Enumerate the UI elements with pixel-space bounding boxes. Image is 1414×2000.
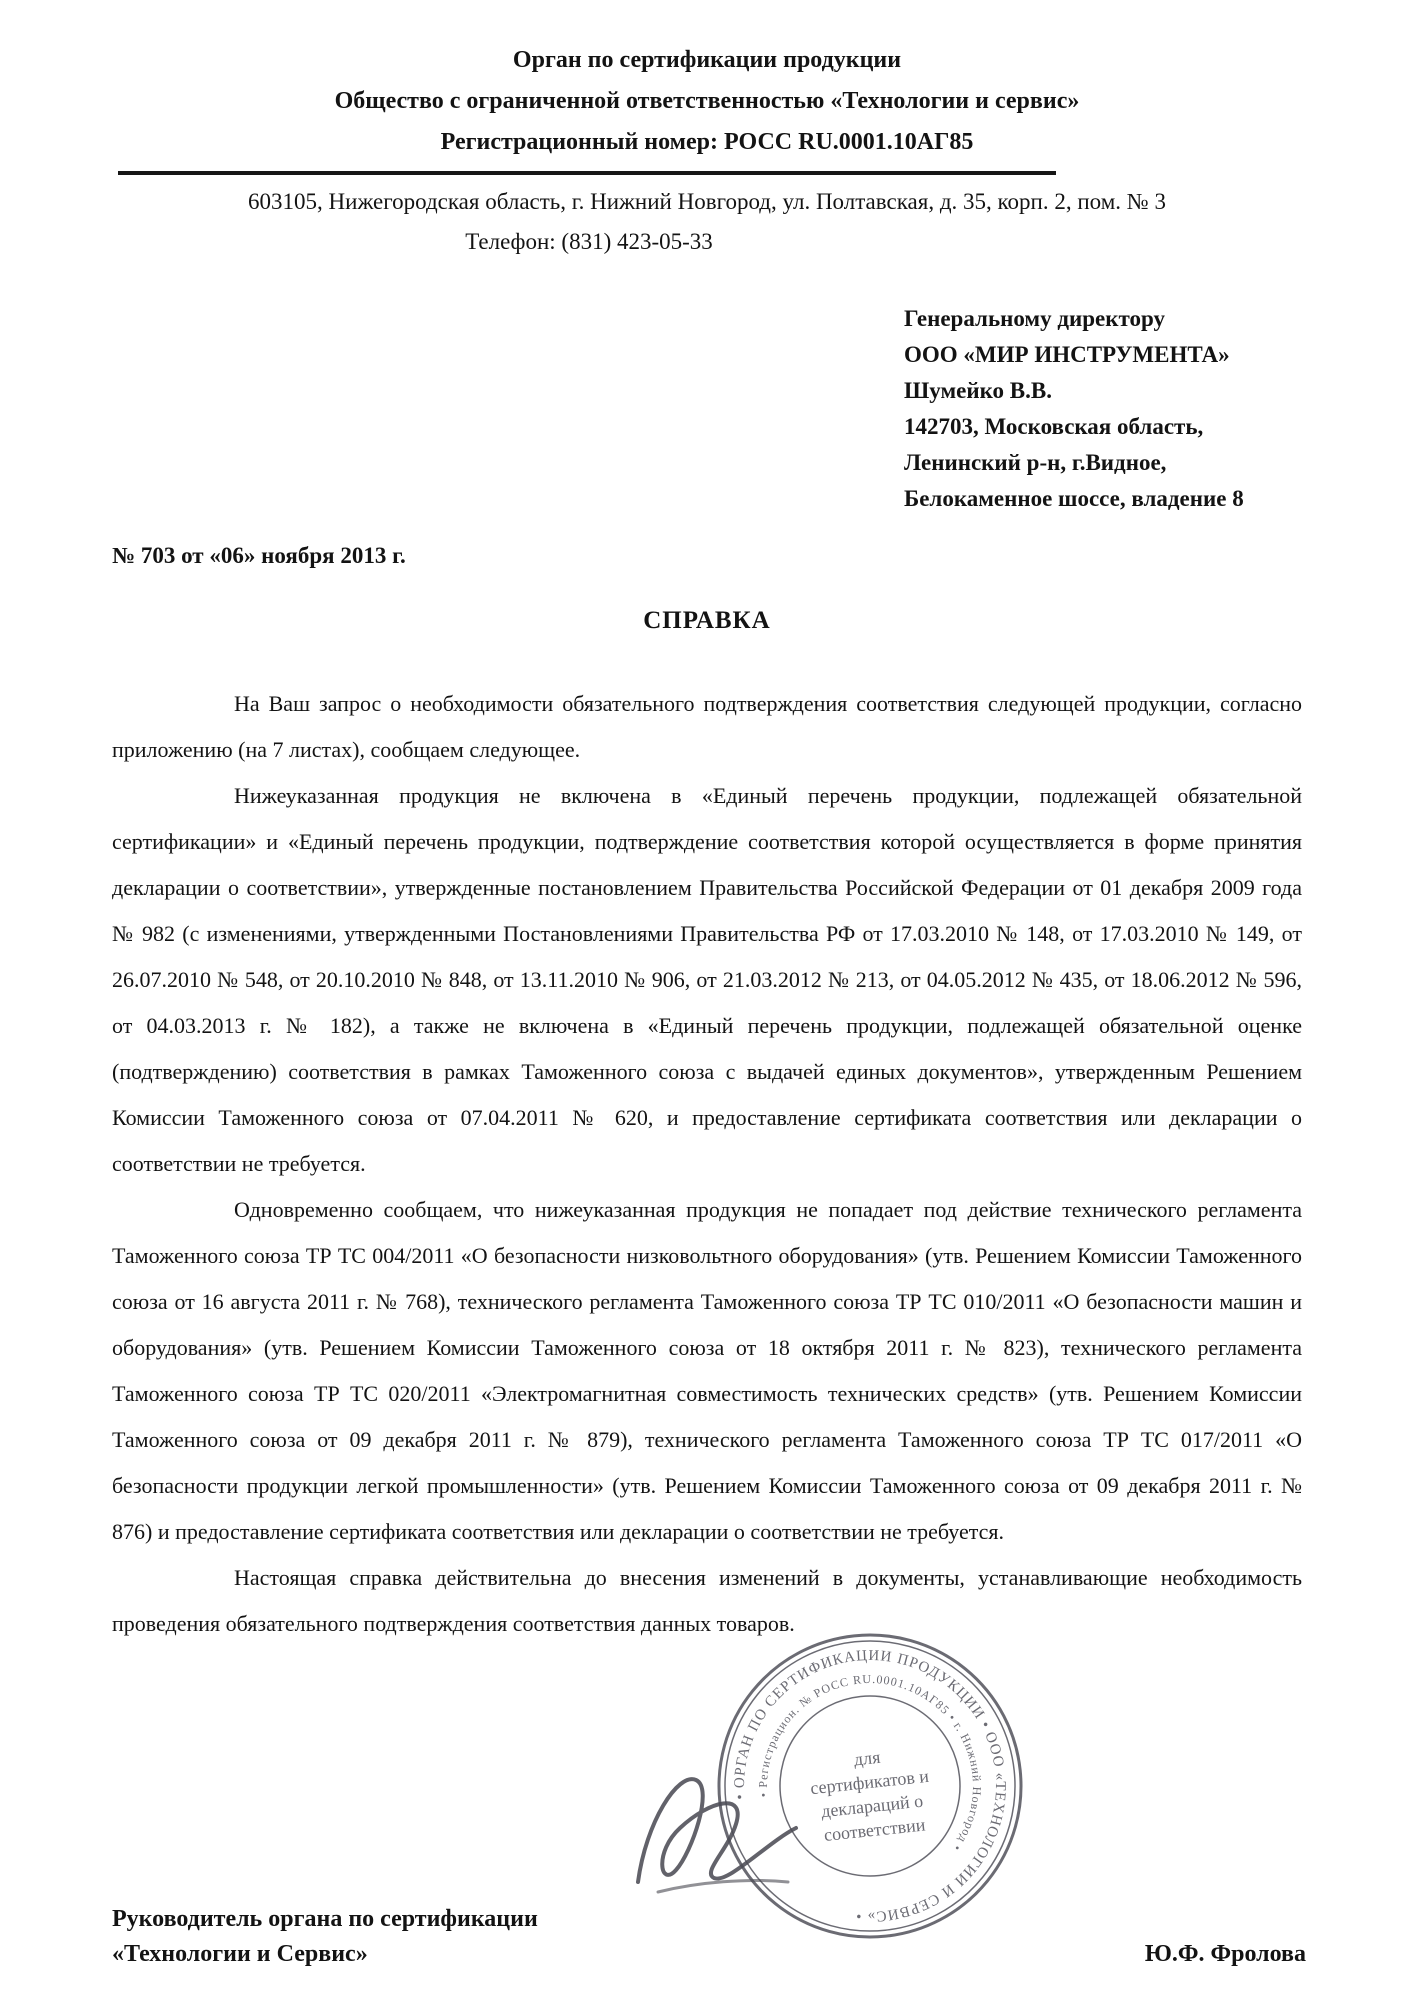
document-title: СПРАВКА — [643, 607, 771, 634]
recipient-line: ООО «МИР ИНСТРУМЕНТА» — [904, 342, 1230, 367]
org-type-line: Орган по сертификации продукции — [512, 47, 902, 73]
org-name-line: Общество с ограниченной ответственностью «Технологии и сервис» — [334, 88, 1080, 114]
document-body — [112, 681, 1302, 1647]
recipient-line: Ленинский р-н, г.Видное, — [904, 450, 1167, 475]
svg-text:• Регистрацион. № РОСС RU.0001 — [745, 1661, 992, 1875]
signatory-role — [112, 1902, 538, 1972]
paragraph: Одновременно сообщаем, что нижеуказанная продукция не попадает под действие технического регламента Таможенного союза ТР ТС 004/2011 «О безопасности низковольтного оборудования» (утв. Решением Комиссии Таможенного союза от 16 августа 2011 г. № 768), технического регламента Таможенного союза ТР ТС 010/2011 «О безопасности машин и оборудования» (утв. Решением Комиссии Таможенного союза от 18 октября 2011 г. № 823), технического регламента Таможенного союза ТР ТС 020/2011 «Электромагнитная совместимость технических средств» (утв. Решением Комиссии Таможенного союза от 09 декабря 2011 г. № 879), технического регламента Таможенного союза ТР ТС 017/2011 «О безопасности продукции легкой промышленности» (утв. Решением Комиссии Таможенного союза от 09 декабря 2011 г. № 876) и предоставление сертификата соответствия или декларации о соответствии не требуется. — [112, 1197, 1302, 1544]
recipient-line: Белокаменное шоссе, владение 8 — [904, 486, 1244, 511]
svg-text:• ОРГАН ПО СЕРТИФИКАЦИИ ПРОДУК — [718, 1634, 1021, 1938]
org-regnumber-line: Регистрационный номер: РОСС RU.0001.10АГ85 — [440, 129, 974, 155]
signature-row — [112, 1902, 1306, 1972]
letterhead — [112, 40, 1302, 163]
paragraph: Нижеуказанная продукция не включена в «Единый перечень продукции, подлежащей обязательной сертификации» и «Единый перечень продукции, подтверждение соответствия которой осуществляется в форме принятия декларации о соответствии», утвержденные постановлением Правительства Российской Федерации от 01 декабря 2009 года № 982 (с изменениями, утвержденными Постановлениями Правительства РФ от 17.03.2010 № 148, от 17.03.2010 № 149, от 26.07.2010 № 548, от 20.10.2010 № 848, от 13.11.2010 № 906, от 21.03.2012 № 213, от 04.05.2012 № 435, от 18.06.2012 № 596, от 04.03.2013 г. № 182), а также не включена в «Единый перечень продукции, подлежащей обязательной оценке (подтверждению) соответствия в рамках Таможенного союза с выдачей единых документов», утвержденным Решением Комиссии Таможенного союза от 07.04.2011 № 620, и предоставление сертификата соответствия или декларации о соответствии не требуется. — [112, 783, 1302, 1176]
header-divider-rule — [118, 171, 1056, 175]
reference-number: № 703 от «06» ноября 2013 г. — [112, 543, 406, 568]
org-phone: Телефон: (831) 423-05-33 — [465, 229, 713, 254]
handwritten-signature — [618, 1732, 908, 1922]
recipient-block — [904, 301, 1302, 517]
signatory-role-line: Руководитель органа по сертификации — [112, 1906, 538, 1932]
recipient-line: Шумейко В.В. — [904, 378, 1052, 403]
stamp-ring-inner-text: • Регистрацион. № РОСС RU.0001.10АГ85 • г. Нижний Новгород • — [755, 1671, 985, 1855]
stamp-center-line: деклараций о — [820, 1790, 924, 1822]
recipient-line: Генеральному директору — [904, 306, 1165, 331]
org-address: 603105, Нижегородская область, г. Нижний Новгород, ул. Полтавская, д. 35, корп. 2, пом. № 3 — [248, 189, 1166, 214]
signature-scrawl-icon — [618, 1732, 908, 1922]
paragraph: На Ваш запрос о необходимости обязательного подтверждения соответствия следующей продукции, согласно приложению (на 7 листах), сообщаем следующее. — [112, 691, 1302, 762]
signatory-role-line: «Технологии и Сервис» — [112, 1941, 368, 1967]
stamp-center-line: для — [852, 1746, 882, 1770]
signatory-name: Ю.Ф. Фролова — [1144, 1941, 1306, 1967]
recipient-line: 142703, Московская область, — [904, 414, 1204, 439]
stamp-center-line: сертификатов и — [809, 1765, 930, 1799]
stamp-ring-outer-text: • ОРГАН ПО СЕРТИФИКАЦИИ ПРОДУКЦИИ • ООО «ТЕХНОЛОГИИ И СЕРВИС» • — [731, 1647, 1009, 1925]
paragraph: Настоящая справка действительна до внесения изменений в документы, устанавливающие необходимость проведения обязательного подтверждения соответствия данных товаров. — [112, 1565, 1302, 1636]
stamp-center-line: соответствии — [822, 1814, 927, 1846]
